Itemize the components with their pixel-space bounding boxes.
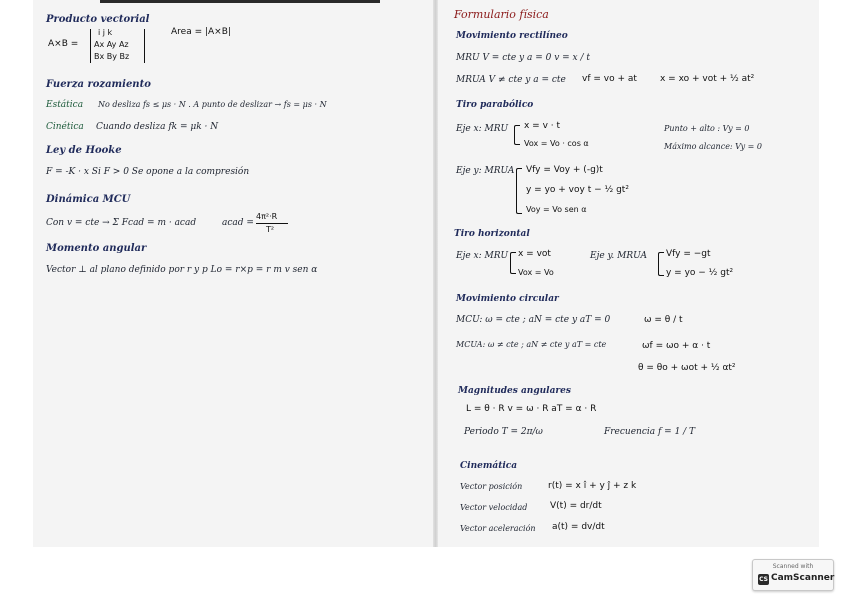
acad-numerator: 4π²·R	[256, 212, 278, 221]
angulares-title: Magnitudes angulares	[458, 386, 571, 396]
matrix-left-bar	[90, 29, 91, 63]
horizontal-ejex-2: Vox = Vo	[518, 268, 554, 277]
maximo-alcance: Máximo alcance: Vy = 0	[664, 142, 763, 151]
watermark-brand: CamScanner	[771, 573, 835, 583]
cinetica-text: Cuando desliza fk = μk · N	[96, 122, 219, 132]
brace-horizontal-x	[510, 252, 516, 274]
area-formula: Area = |A×B|	[171, 27, 231, 37]
mr-title: Movimiento rectilíneo	[456, 31, 568, 41]
mrua-line: MRUA V ≠ cte y a = cte	[456, 75, 566, 85]
parabolico-ejey-1: Vfy = Voy + (-g)t	[526, 165, 603, 175]
horizontal-ejey-1: Vfy = −gt	[666, 249, 711, 259]
periodo: Periodo T = 2π/ω	[464, 427, 543, 437]
brace-horizontal-y	[658, 252, 664, 276]
aceleracion-formula: a(t) = dv/dt	[552, 522, 605, 532]
parabolico-ejey-2: y = yo + voy t − ½ gt²	[526, 185, 629, 195]
fraction-line	[256, 223, 288, 224]
velocidad-formula: V(t) = dr/dt	[550, 501, 602, 511]
posicion-label: Vector posición	[460, 482, 523, 491]
parabolico-ejex-2: Vox = Vo · cos α	[524, 139, 589, 148]
estatica-text: No desliza fs ≤ μs · N . A punto de deslizar → fs = μs · N	[98, 100, 327, 109]
matrix-right-bar	[144, 29, 145, 63]
camscanner-watermark	[752, 559, 834, 591]
matrix-row-2: Ax Ay Az	[94, 40, 129, 49]
camscanner-logo-icon: CS	[759, 576, 768, 583]
momento-text: Vector ⊥ al plano definido por r y p Lo = r×p = r m v sen α	[46, 265, 318, 275]
velocidad-label: Vector velocidad	[460, 503, 528, 512]
posicion-formula: r(t) = x î + y ĵ + z k	[548, 481, 637, 491]
parabolico-ejey-3: Voy = Vo sen α	[526, 205, 587, 214]
mcu-text: Con v = cte → Σ Fcad = m · acad	[46, 218, 197, 228]
acad-label: acad =	[222, 218, 254, 228]
brace-ejey	[516, 168, 522, 214]
parabolico-ejex-1: x = v · t	[524, 121, 561, 131]
formulario-title: Formulario física	[454, 8, 549, 21]
horizontal-ejex: Eje x: MRU	[456, 251, 509, 261]
cinematica-title: Cinemática	[460, 461, 518, 471]
angulares-relations: L = θ · R v = ω · R aT = α · R	[466, 404, 597, 414]
producto-vectorial-title: Producto vectorial	[46, 14, 150, 25]
rozamiento-title: Fuerza rozamiento	[46, 79, 151, 90]
parabolico-ejex: Eje x: MRU	[456, 124, 509, 134]
mcu-conditions: MCU: ω = cte ; aN = cte y aT = 0	[456, 315, 611, 325]
page-fold	[433, 0, 438, 547]
aceleracion-label: Vector aceleración	[460, 524, 536, 533]
punto-alto: Punto + alto : Vy = 0	[664, 124, 750, 133]
mcua-theta: θ = θo + ωot + ½ αt²	[638, 363, 736, 373]
estatica-label: Estática	[46, 100, 84, 110]
mrua-velocity: vf = vo + at	[582, 74, 637, 84]
horizontal-title: Tiro horizontal	[454, 229, 530, 239]
top-edge-line	[100, 0, 380, 3]
mcu-omega: ω = θ / t	[644, 315, 683, 325]
brace-ejex	[514, 125, 520, 145]
watermark-line1: Scanned with	[772, 563, 814, 570]
parabolico-title: Tiro parabólico	[456, 100, 534, 110]
hooke-text: F = -K · x Si F > 0 Se opone a la compresión	[46, 167, 250, 177]
momento-title: Momento angular	[46, 243, 147, 254]
horizontal-ejey-2: y = yo − ½ gt²	[666, 268, 734, 278]
mcua-omega: ωf = ωo + α · t	[642, 341, 711, 351]
acad-denominator: T²	[266, 225, 275, 234]
horizontal-ejex-1: x = vot	[518, 249, 551, 259]
mrua-position: x = xo + vot + ½ at²	[660, 74, 755, 84]
horizontal-ejey: Eje y. MRUA	[590, 251, 647, 261]
circular-title: Movimiento circular	[456, 294, 559, 304]
mcua-conditions: MCUA: ω ≠ cte ; aN ≠ cte y aT = cte	[456, 340, 607, 349]
mcu-title: Dinámica MCU	[46, 194, 131, 205]
frecuencia: Frecuencia f = 1 / T	[604, 427, 696, 437]
cross-product-lhs: A×B =	[48, 39, 79, 49]
mru-line: MRU V = cte y a = 0 v = x / t	[456, 53, 590, 63]
parabolico-ejey: Eje y: MRUA	[456, 166, 515, 176]
matrix-row-3: Bx By Bz	[94, 52, 130, 61]
hooke-title: Ley de Hooke	[46, 145, 122, 156]
matrix-row-1: i j k	[98, 28, 113, 37]
cinetica-label: Cinética	[46, 122, 84, 132]
